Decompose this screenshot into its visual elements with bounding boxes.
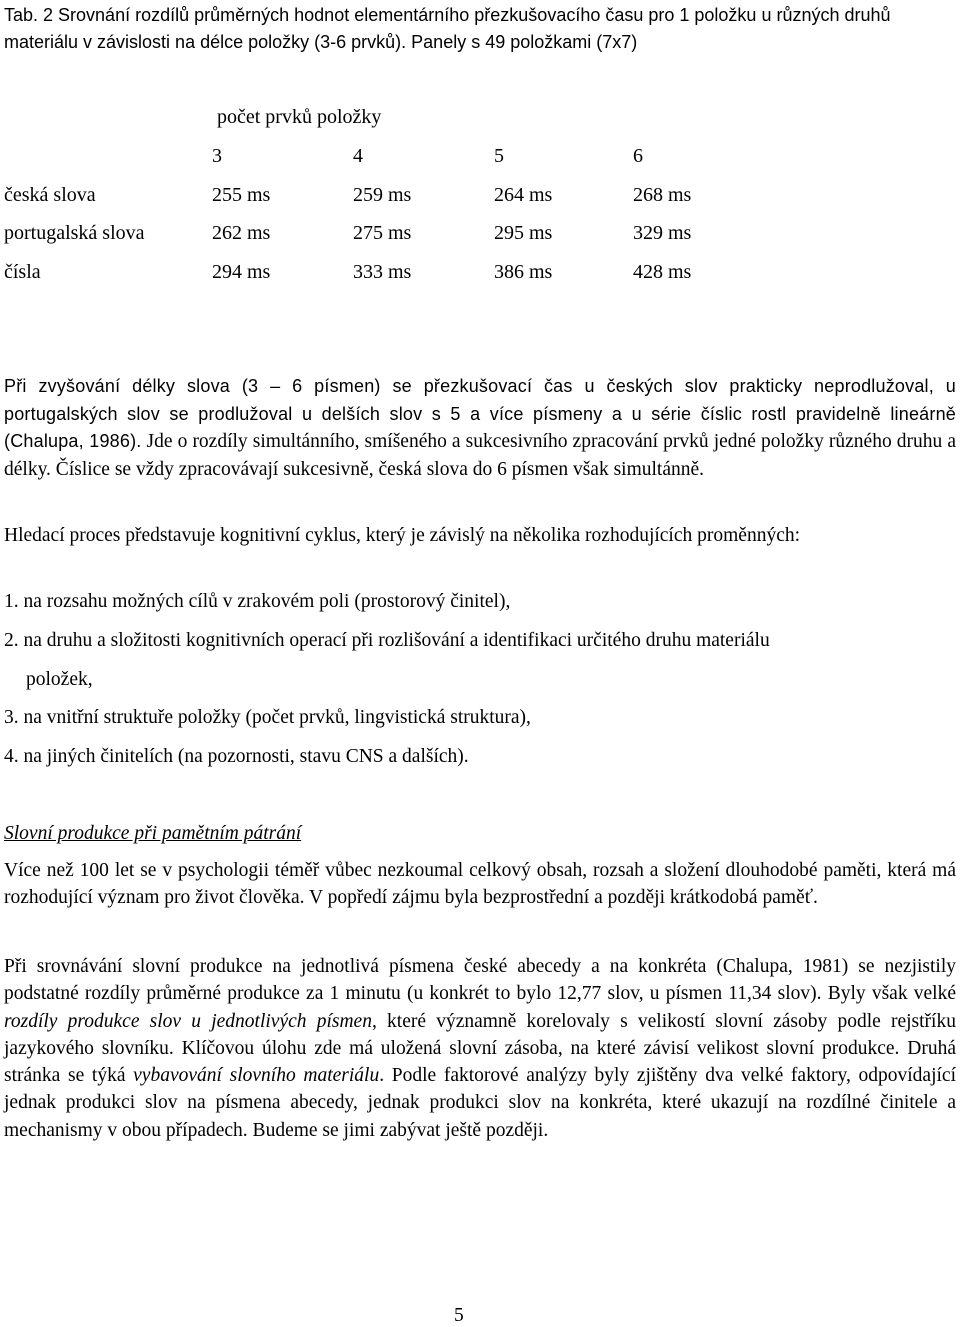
table-cell: 386 ms [494,261,553,283]
table-row-label: česká slova [4,184,96,206]
list-item: 3. na vnitřní struktuře položky (počet prvků, lingvistická struktura), [4,707,531,728]
table-group-header: počet prvků položky [217,106,382,128]
list-item: 4. na jiných činitelích (na pozornosti, stavu CNS a dalších). [4,746,469,767]
table-cell: 329 ms [633,222,692,244]
table-cell: 428 ms [633,261,692,283]
paragraph-text: , které významně korelovaly s velikostí slovní zásoby podle rejstříku jazykového slovníku. Klíčovou úlohu zde má uložená slovní zásoba, na které závisí velikost slovní produkce. Druhá stránka se týká [4,1010,956,1087]
table-cell: 275 ms [353,222,412,244]
list-item: 2. na druhu a složitosti kognitivních operací při rozlišování a identifikaci určitého druhu materiálu [4,630,770,651]
table-cell: 333 ms [353,261,412,283]
paragraph-search-process: Hledací proces představuje kognitivní cyklus, který je závislý na několika rozhodujících proměnných: [4,525,801,546]
table-cell: 268 ms [633,184,692,206]
paragraph-length-effect [4,373,956,483]
paragraph-word-production [4,953,956,1144]
list-item: 1. na rozsahu možných cílů v zrakovém poli (prostorový činitel), [4,591,511,612]
data-table [0,0,960,300]
table-col-header: 6 [633,145,643,167]
table-cell: 264 ms [494,184,553,206]
paragraph-text: Při srovnávání slovní produkce na jednotlivá písmena české abecedy a na konkréta (Chalupa, 1981) se nezjistily podstatné rozdíly průměrné produkce za 1 minutu (u konkrét to bylo 12,77 slov, u písmen 11,34 slov). Byly však velké [4,956,956,1005]
paragraph-emphasis: vybavování slovního materiálu [133,1065,380,1087]
section-heading: Slovní produkce při pamětním pátrání [4,823,302,844]
table-row-label: čísla [4,261,41,283]
list-item-continuation: položek, [26,669,93,690]
table-col-header: 5 [494,145,504,167]
table-col-header: 3 [212,145,222,167]
paragraph-length-effect-b: Jde o rozdíly simultánního, smíšeného a sukcesivního zpracování prvků jedné položky různého druhu a délky. Číslice se vždy zpracovávají sukcesivně, česká slova do 6 písmen však simultánně. [4,431,956,480]
paragraph-text: . Podle faktorové analýzy byly zjištěny dva velké faktory, odpovídající jednak produkci slov na písmena abecedy, jednak produkci slov na konkréta, které ukazují na rozdílné činitele a mechanismy v obou případech. Budeme se jimi zabývat ještě později. [4,1065,956,1141]
paragraph-emphasis: rozdíly produkce slov u jednotlivých písmen [4,1010,372,1032]
page-number: 5 [454,1305,464,1326]
paragraph-memory-research: Více než 100 let se v psychologii téměř vůbec nezkoumal celkový obsah, rozsah a složení dlouhodobé paměti, která má rozhodující význam pro život člověka. V popředí zájmu byla bezprostřední a později krátkodobá paměť. [4,860,956,909]
table-row-label: portugalská slova [4,222,145,244]
table-cell: 262 ms [212,222,271,244]
table-col-header: 4 [353,145,363,167]
table-cell: 255 ms [212,184,271,206]
paragraph-length-effect-a: Při zvyšování délky slova (3 – 6 písmen) se přezkušovací čas u českých slov prakticky neprodlužoval, u portugalských slov se prodlužoval u delších slov s 5 a více písmeny a u série číslic rostl pravidelně lineárně (Chalupa, 1986). [4,376,956,451]
table-caption: Tab. 2 Srovnání rozdílů průměrných hodnot elementárního přezkušovacího času pro 1 položku u různých druhů materiálu v závislosti na délce položky (3-6 prvků). Panely s 49 položkami (7x7) [4,5,891,52]
table-cell: 294 ms [212,261,271,283]
table-cell: 259 ms [353,184,412,206]
table-cell: 295 ms [494,222,553,244]
